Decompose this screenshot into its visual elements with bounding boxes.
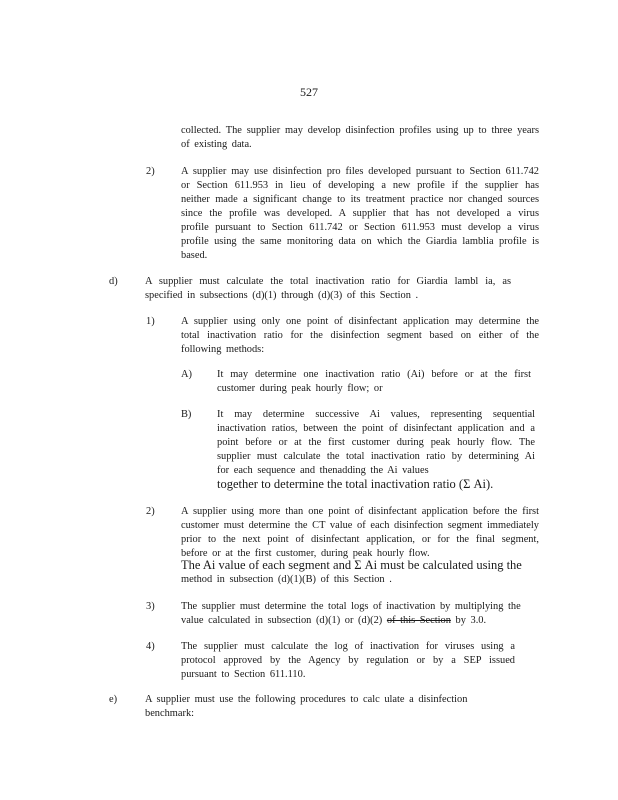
item-c2-label: 2) (146, 166, 155, 177)
item-e-label: e) (109, 694, 118, 705)
item-d1A-text: It may determine one inactivation ratio (Ai) before or at the first customer during peak hourly flow; or (217, 369, 531, 394)
item-d-text: A supplier must calculate the total inactivation ratio for Giardia lambl ia, as specified in subsections (d)(1) through (d)(3) of this Section . (145, 276, 511, 301)
item-d2-text-tail: method in subsection (d)(1)(B) of this Section . (181, 574, 392, 585)
item-c2-text: A supplier may use disinfection pro files developed pursuant to Section 611.742 or Section 611.953 in lieu of developing a new profile if the supplier has neither made a significant change to its treatment practice nor changed sources since the profile was developed. A supplier that has not developed a virus profile pursuant to Section 611.742 or Section 611.953 must develop a virus profile using the same monitoring data on which the Giardia lamblia profile is based. (181, 166, 539, 261)
item-d4-label: 4) (146, 641, 155, 652)
item-d1-label: 1) (146, 316, 155, 327)
item-d1-text: A supplier using only one point of disinfectant application may determine the total inactivation ratio for the disinfection segment based on either of the following methods: (181, 316, 539, 355)
item-e-text: A supplier must use the following procedures to calc ulate a disinfection benchmark: (145, 694, 468, 719)
page-number: 527 (300, 85, 318, 99)
item-d3-text-wrap (181, 600, 539, 628)
paragraph-c1-continuation: collected. The supplier may develop disinfection profiles using up to three years of existing data. (181, 125, 539, 150)
item-d4-text: The supplier must calculate the log of inactivation for viruses using a protocol approved by the Agency by regulation or by a SEP issued pursuant to Section 611.110. (181, 641, 515, 680)
item-d3-tail: by 3.0. (455, 615, 487, 626)
item-d2-text: A supplier using more than one point of disinfectant application before the first customer must determine the CT value of each disinfection segment immediately prior to the next point of disinfectant application, or for the final segment, before or at the first customer, during peak hourly flow. (181, 506, 539, 559)
item-d-label: d) (109, 276, 118, 287)
item-d1B-text-large: together to determine the total inactivation ratio (Σ Ai). (217, 477, 494, 491)
item-d2-text-large: The Ai value of each segment and Σ Ai must be calculated using the (181, 558, 522, 572)
item-d1B-label: B) (181, 409, 192, 420)
item-d3-label: 3) (146, 601, 155, 612)
item-d1B-text: It may determine successive Ai values, representing sequential inactivation ratios, between the point of disinfectant application and a point before or at the first customer during peak hourly flow. The supplier must calculate the total inactivation ratio by determining Ai for each sequence and thenadding the Ai values (217, 409, 535, 476)
item-d1A-label: A) (181, 369, 192, 380)
item-d3-text: The supplier must determine the total logs of inactivation by multiplying the value calculated in subsection (d)(1) or (d)(2) (181, 601, 521, 626)
item-d3-struck-text: of this Section (386, 615, 451, 626)
item-d2-label: 2) (146, 506, 155, 517)
